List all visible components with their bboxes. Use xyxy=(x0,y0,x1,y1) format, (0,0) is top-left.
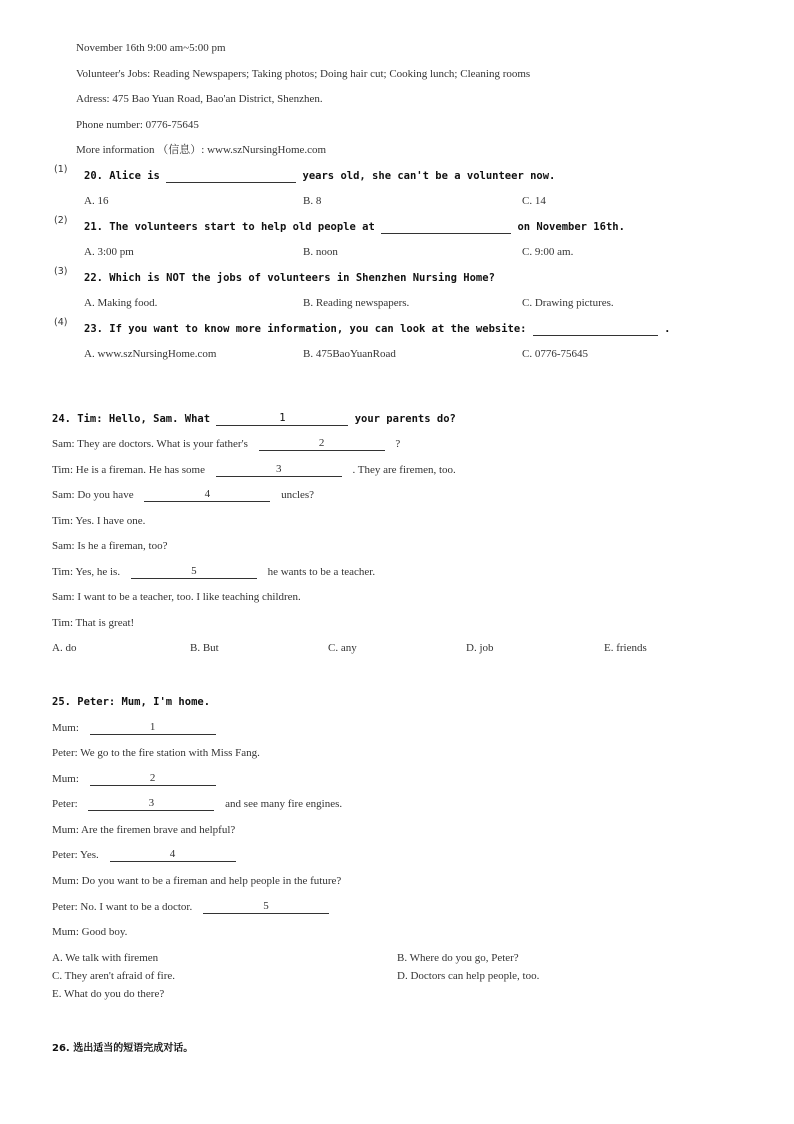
answer-blank[interactable] xyxy=(259,437,385,451)
option-b[interactable]: B. Reading newspapers. xyxy=(303,297,410,309)
dialogue-25-line-5 xyxy=(52,797,342,811)
blank-number: 5 xyxy=(263,900,269,912)
dialogue-text: ? xyxy=(395,438,401,450)
dialogue-25-line-4 xyxy=(52,772,216,786)
dialogue-25-line-9 xyxy=(52,900,329,914)
dialogue-text: uncles? xyxy=(281,489,315,501)
option-a[interactable]: A. 3:00 pm xyxy=(84,246,134,258)
answer-blank[interactable] xyxy=(110,848,236,862)
question-23 xyxy=(84,322,671,336)
dialogue-24-line-6: Sam: Is he a fireman, too? xyxy=(52,540,168,552)
question-20 xyxy=(84,169,555,183)
dialogue-text: Mum: xyxy=(52,773,79,785)
dialogue-text: Sam: They are doctors. What is your father's xyxy=(52,438,248,450)
blank-number: 3 xyxy=(275,463,282,475)
option-b[interactable]: B. Where do you go, Peter? xyxy=(397,952,519,964)
option-b[interactable]: B. noon xyxy=(303,246,338,258)
option-a[interactable]: A. 16 xyxy=(84,195,109,207)
question-26-title: 26. 选出适当的短语完成对话。 xyxy=(52,1043,194,1054)
dialogue-24-line-8: Sam: I want to be a teacher, too. I like teaching children. xyxy=(52,591,301,603)
dialogue-text: your parents do? xyxy=(354,413,456,425)
question-marker: (2) xyxy=(54,215,68,226)
option-c[interactable]: C. 0776-75645 xyxy=(522,348,588,360)
option-a[interactable]: A. www.szNursingHome.com xyxy=(84,348,217,360)
answer-blank[interactable] xyxy=(216,412,348,426)
dialogue-24-line-3 xyxy=(52,463,456,477)
option-a[interactable]: A. We talk with firemen xyxy=(52,952,159,964)
blank-number: 1 xyxy=(279,412,286,424)
address: Adress: 475 Bao Yuan Road, Bao'an District, Shenzhen. xyxy=(76,93,323,105)
option-c[interactable]: C. 14 xyxy=(522,195,546,207)
option-d[interactable]: D. job xyxy=(466,642,494,654)
event-date: November 16th 9:00 am~5:00 pm xyxy=(76,42,226,54)
dialogue-24-line-5: Tim: Yes. I have one. xyxy=(52,515,146,527)
option-c[interactable]: C. They aren't afraid of fire. xyxy=(52,970,176,982)
blank-number: 2 xyxy=(318,437,325,449)
dialogue-25-line-8: Mum: Do you want to be a fireman and help people in the future? xyxy=(52,875,342,887)
option-a[interactable]: A. do xyxy=(52,642,77,654)
option-b[interactable]: B. 8 xyxy=(303,195,322,207)
dialogue-25-line-2 xyxy=(52,721,216,735)
dialogue-text: he wants to be a teacher. xyxy=(267,566,376,578)
option-c[interactable]: C. Drawing pictures. xyxy=(522,297,614,309)
dialogue-text: 24. Tim: Hello, Sam. What xyxy=(52,413,211,425)
answer-blank[interactable] xyxy=(216,463,342,477)
option-b[interactable]: B. But xyxy=(190,642,219,654)
blank-number: 1 xyxy=(149,721,156,733)
blank-number: 5 xyxy=(191,565,197,577)
answer-blank[interactable] xyxy=(203,900,329,914)
more-information: More information （信息）: www.szNursingHome.com xyxy=(76,144,327,156)
dialogue-24-line-4 xyxy=(52,488,314,502)
dialogue-text: . They are firemen, too. xyxy=(352,464,456,476)
question-21 xyxy=(84,220,625,234)
dialogue-text: Peter: xyxy=(52,798,78,810)
option-a[interactable]: A. Making food. xyxy=(84,297,158,309)
dialogue-text: Sam: Do you have xyxy=(52,489,134,501)
answer-blank[interactable] xyxy=(90,721,216,735)
question-text: . xyxy=(664,323,671,335)
dialogue-24-line-2 xyxy=(52,437,400,451)
dialogue-text: Tim: Yes, he is. xyxy=(52,566,121,578)
option-d[interactable]: D. Doctors can help people, too. xyxy=(397,970,540,982)
option-e[interactable]: E. What do you do there? xyxy=(52,988,165,1000)
option-c[interactable]: C. 9:00 am. xyxy=(522,246,574,258)
answer-blank[interactable] xyxy=(166,169,296,183)
dialogue-24-line-7 xyxy=(52,565,375,579)
dialogue-text: Mum: xyxy=(52,722,79,734)
dialogue-25-line-1: 25. Peter: Mum, I'm home. xyxy=(52,696,211,708)
dialogue-25-line-3: Peter: We go to the fire station with Miss Fang. xyxy=(52,747,260,759)
option-b[interactable]: B. 475BaoYuanRoad xyxy=(303,348,396,360)
question-marker: (1) xyxy=(54,164,68,175)
answer-blank[interactable] xyxy=(144,488,270,502)
dialogue-text: Tim: He is a fireman. He has some xyxy=(52,464,205,476)
question-text: years old, she can't be a volunteer now. xyxy=(302,170,556,182)
question-marker: (3) xyxy=(54,266,68,277)
option-c[interactable]: C. any xyxy=(328,642,357,654)
dialogue-25-line-7 xyxy=(52,848,236,862)
answer-blank[interactable] xyxy=(533,322,658,336)
question-marker: (4) xyxy=(54,317,68,328)
dialogue-text: Peter: Yes. xyxy=(52,849,99,861)
blank-number: 2 xyxy=(149,772,156,784)
dialogue-24-line-9: Tim: That is great! xyxy=(52,617,135,629)
dialogue-text: Peter: No. I want to be a doctor. xyxy=(52,901,193,913)
dialogue-25-line-10: Mum: Good boy. xyxy=(52,926,128,938)
blank-number: 4 xyxy=(204,488,211,500)
answer-blank[interactable] xyxy=(381,220,511,234)
question-text: 22. Which is NOT the jobs of volunteers in Shenzhen Nursing Home? xyxy=(84,272,495,284)
dialogue-24-line-1 xyxy=(52,412,456,426)
answer-blank[interactable] xyxy=(88,797,214,811)
answer-blank[interactable] xyxy=(90,772,216,786)
phone-number: Phone number: 0776-75645 xyxy=(76,119,199,131)
question-text: 20. Alice is xyxy=(84,170,160,182)
blank-number: 4 xyxy=(169,848,176,860)
dialogue-25-line-6: Mum: Are the firemen brave and helpful? xyxy=(52,824,236,836)
option-e[interactable]: E. friends xyxy=(604,642,647,654)
dialogue-text: and see many fire engines. xyxy=(225,798,343,810)
question-22 xyxy=(84,271,495,285)
blank-number: 3 xyxy=(148,797,155,809)
volunteer-jobs: Volunteer's Jobs: Reading Newspapers; Taking photos; Doing hair cut; Cooking lunch; Cleaning rooms xyxy=(76,68,531,80)
question-text: on November 16th. xyxy=(517,221,625,233)
answer-blank[interactable] xyxy=(131,565,257,579)
question-text: 21. The volunteers start to help old people at xyxy=(84,221,375,233)
question-text: 23. If you want to know more information, you can look at the website: xyxy=(84,323,527,335)
